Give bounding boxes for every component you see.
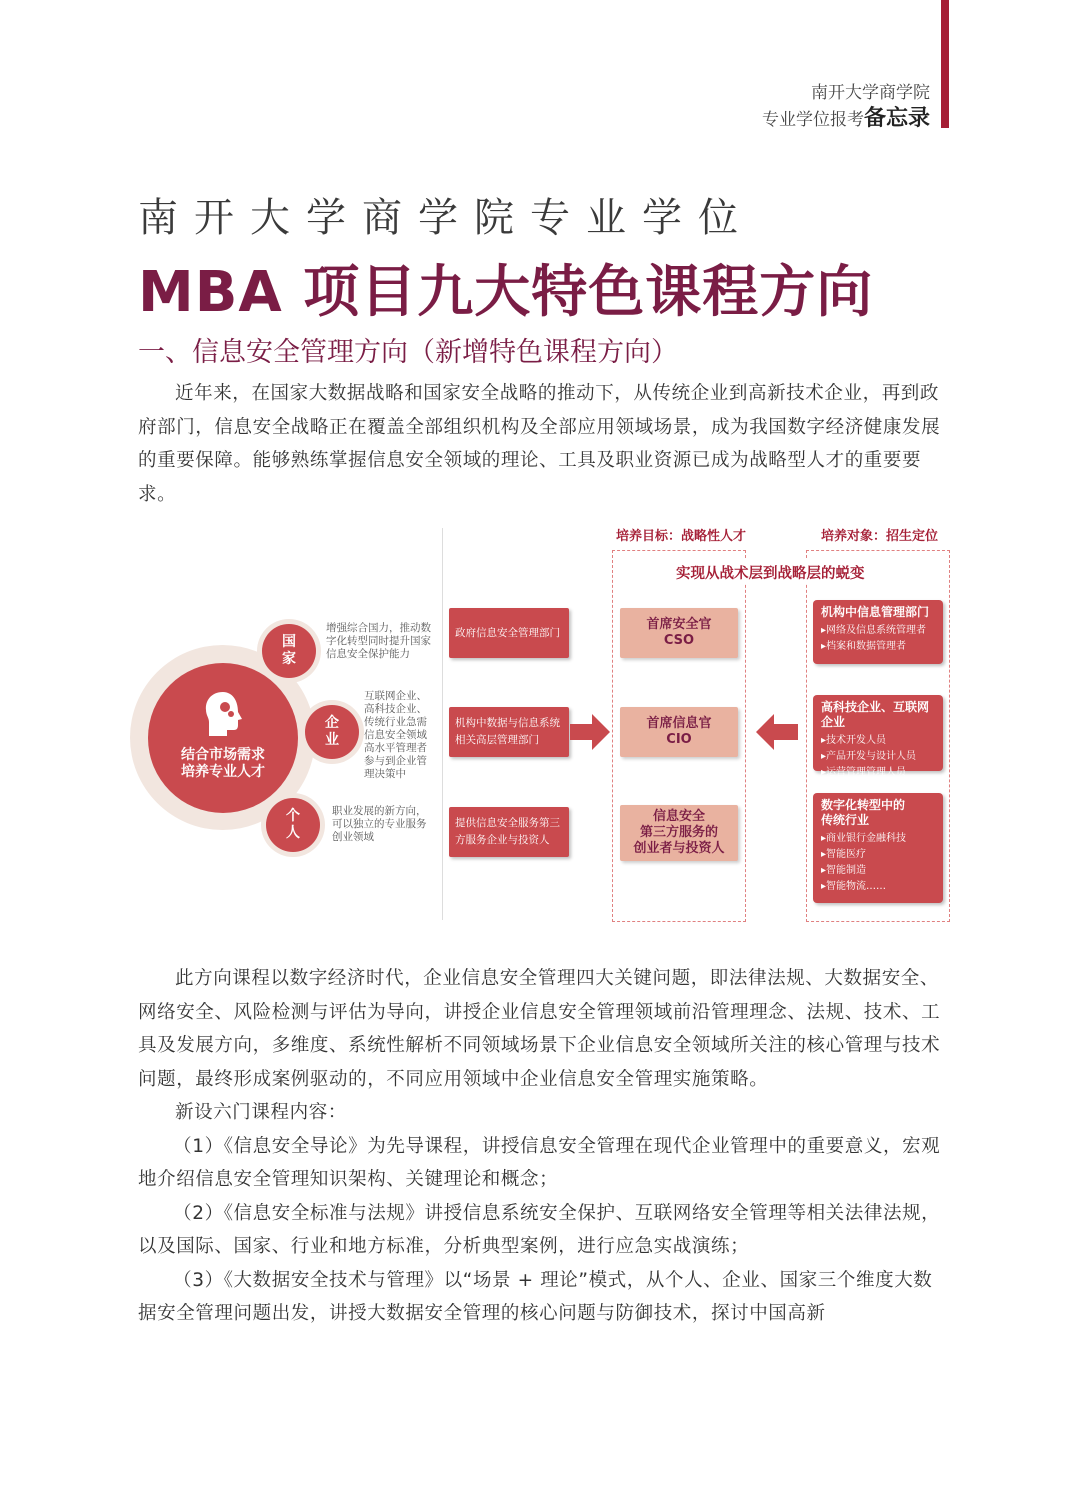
target-box-traditional-title-1: 数字化转型中的 (821, 798, 906, 812)
body-paragraph-1: 此方向课程以数字经济时代，企业信息安全管理四大关键问题，即法律法规、大数据安全、网络安全、风险检测与评估为导向，讲授企业信息安全管理领域前沿管理理念、法规、技术、工具及发展方向，多维度、系统性解析不同领域场景下企业信息安全领域所关注的核心管理与技术问题，最终形成案例驱动的，不同应用领域中企业信息安全管理实施策略。 (138, 968, 941, 1090)
head-icon (201, 690, 245, 738)
dept-box-thirdparty: 提供信息安全服务第三方服务企业与投资人 (449, 807, 569, 857)
header-school: 南开大学商学院 (811, 83, 930, 103)
target-item: ▸ 技术开发人员 (821, 733, 935, 749)
goal-box-cio (620, 707, 738, 757)
circle-country-label-2: 家 (282, 651, 296, 667)
mid-title: 实现从战术层到战略层的蜕变 (676, 566, 865, 582)
goal-box-cso-line1: 首席安全官 (646, 617, 712, 632)
goal-box-entrepreneur (620, 805, 738, 861)
goal-column-label: 培养目标：战略性人才 (616, 529, 747, 544)
intro-paragraph (138, 377, 950, 511)
center-text-1: 结合市场需求 (181, 747, 265, 763)
intro-text: 近年来，在国家大数据战略和国家安全战略的推动下，从传统企业到高新技术企业，再到政府部门，信息安全战略正在覆盖全部组织机构及全部应用领域场景，成为我国数字经济健康发展的重要保障。能够熟练掌握信息安全领域的理论、工具及职业资源已成为战略型人才的重要要求。 (138, 383, 941, 505)
target-item: ▸ 智能制造 (821, 863, 935, 879)
target-item: ▸ 运营管理管理人员 (821, 765, 935, 781)
body-paragraph-5: （3）《大数据安全技术与管理》以“场景 + 理论”模式，从个人、企业、国家三个维度大数据安全管理问题出发，讲授大数据安全管理的核心问题与防御技术，探讨中国高新 (138, 1269, 933, 1324)
target-item: ▸ 档案和数据管理者 (821, 639, 935, 655)
arrow-right-icon (570, 712, 612, 752)
dept-box-institution: 机构中数据与信息系统相关高层管理部门 (449, 707, 569, 757)
target-box-hightech (813, 695, 943, 778)
target-box-info-dept (813, 600, 943, 664)
goal-box-entrepreneur-line3: 创业者与投资人 (633, 841, 725, 856)
circle-country-desc: 增强综合国力，推动数字化转型同时提升国家信息安全保护能力 (326, 622, 431, 660)
target-column-label: 培养对象：招生定位 (821, 529, 939, 544)
body-paragraph-4: （2）《信息安全标准与法规》讲授信息系统安全保护、互联网络安全管理等相关法律法规，以及国际、国家、行业和地方标准，分析典型案例，进行应急实战演练； (138, 1202, 941, 1257)
goal-box-entrepreneur-line1: 信息安全 (652, 809, 705, 824)
circle-individual-desc: 职业发展的新方向，可以独立的专业服务创业领域 (332, 805, 427, 843)
page-title: MBA 项目九大特色课程方向 (138, 260, 874, 325)
header-memo-bold: 备忘录 (863, 106, 930, 131)
center-circle (148, 663, 298, 813)
target-box-traditional-title-2: 传统行业 (821, 813, 870, 827)
circle-individual (266, 798, 320, 852)
target-item: ▸ 智能医疗 (821, 847, 935, 863)
section-heading: 一、信息安全管理方向（新增特色课程方向） (138, 337, 678, 368)
circle-country (262, 624, 316, 678)
goal-box-cso-line2: CSO (663, 633, 695, 648)
dept-box-government: 政府信息安全管理部门 (449, 608, 569, 658)
target-item: ▸ 商业银行金融科技 (821, 831, 935, 847)
training-diagram (128, 520, 958, 930)
header-memo (762, 101, 930, 132)
center-text (148, 747, 298, 781)
body-paragraph-2: 新设六门课程内容： (175, 1102, 347, 1123)
body-text (138, 962, 950, 1331)
goal-box-cso (620, 608, 738, 658)
title-school: 南开大学商学院专业学位 (138, 195, 754, 241)
target-item: ▸ 产品开发与设计人员 (821, 749, 935, 765)
body-paragraph-3: （1）《信息安全导论》为先导课程，讲授信息安全管理在现代企业管理中的重要意义，宏观地介绍信息安全管理知识架构、关键理论和概念； (138, 1135, 941, 1190)
header-memo-prefix: 专业学位报考 (761, 110, 864, 130)
target-item: ▸ 智能物流…… (821, 879, 935, 895)
center-text-2: 培养专业人才 (181, 764, 265, 780)
header-accent-bar (941, 0, 949, 128)
arrow-left-icon (754, 712, 798, 752)
target-item: ▸ 网络及信息系统管理者 (821, 623, 935, 639)
goal-box-entrepreneur-line2: 第三方服务的 (639, 825, 718, 840)
goal-box-cio-line2: CIO (666, 732, 692, 747)
circle-individual-label-1: 个 (286, 808, 300, 824)
divider-line (442, 528, 443, 920)
circle-enterprise-label-1: 企 (325, 715, 339, 731)
target-box-traditional (813, 793, 943, 903)
target-box-hightech-title: 高科技企业、互联网企业 (821, 700, 930, 729)
circle-individual-label-2: 人 (286, 825, 300, 841)
goal-box-cio-line1: 首席信息官 (646, 716, 712, 731)
circle-enterprise-desc: 互联网企业、高科技企业、传统行业急需信息安全领域高水平管理者参与到企业管理决策中 (364, 690, 427, 780)
circle-enterprise (305, 705, 359, 759)
circle-country-label-1: 国 (282, 634, 296, 650)
circle-enterprise-label-2: 业 (325, 732, 339, 748)
target-box-info-dept-title: 机构中信息管理部门 (821, 605, 930, 619)
